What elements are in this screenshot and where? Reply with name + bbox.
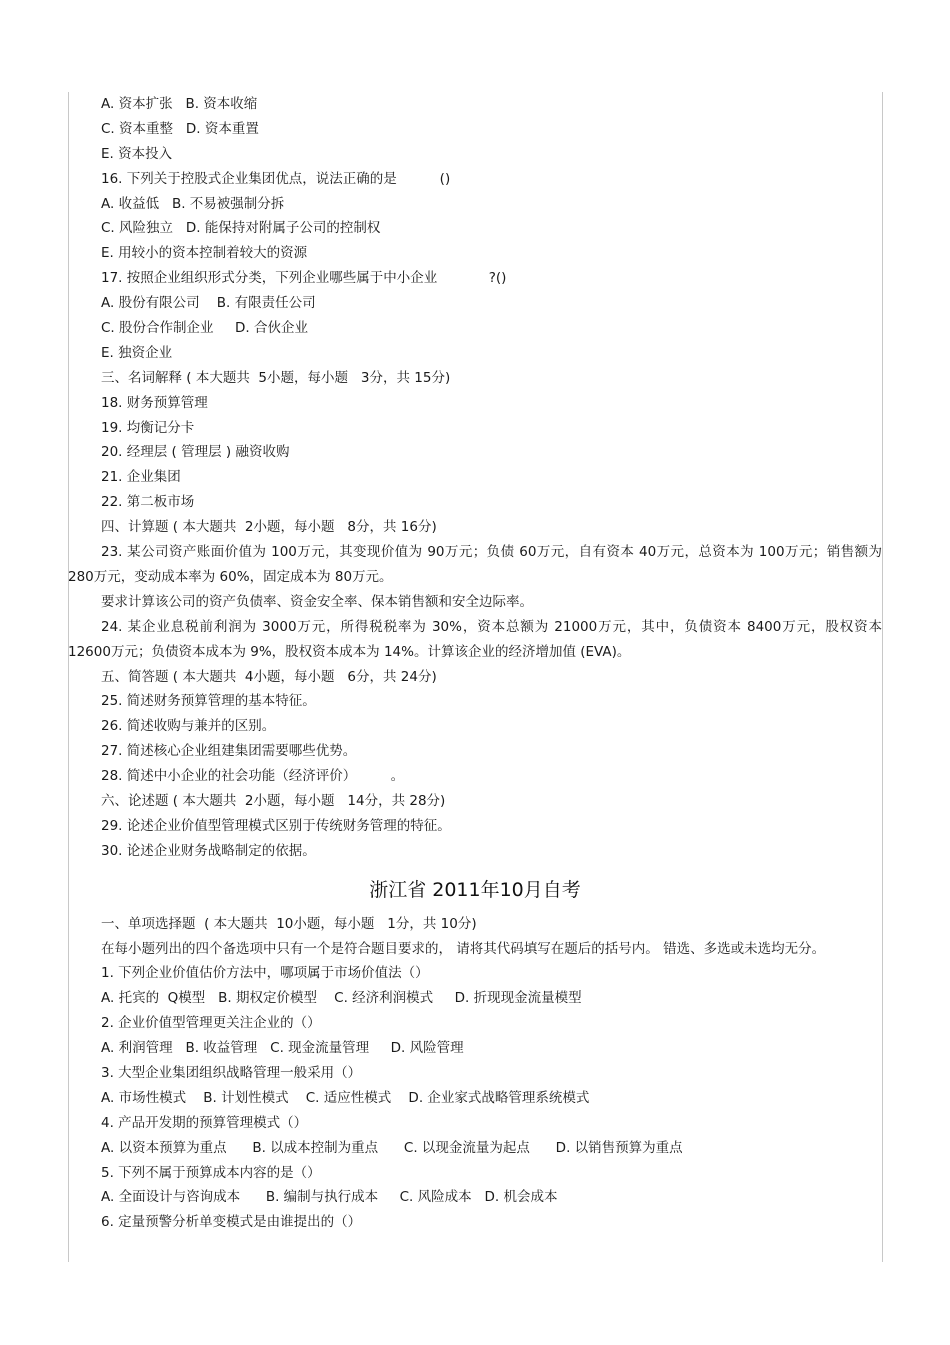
- options-3: A. 市场性模式 B. 计划性模式 C. 适应性模式 D. 企业家式战略管理系统模式: [101, 1089, 590, 1106]
- question-20: 20. 经理层 ( 管理层 ) 融资收购: [101, 444, 290, 461]
- text-line: C. 风险独立 D. 能保持对附属子公司的控制权: [101, 220, 381, 237]
- text-line: A. 收益低 B. 不易被强制分拆: [101, 195, 285, 212]
- right-margin-rule: [882, 92, 883, 1262]
- question-6: 6. 定量预警分析单变模式是由谁提出的（）: [101, 1214, 362, 1231]
- options-1: A. 托宾的 Q模型 B. 期权定价模型 C. 经济利润模式 D. 折现现金流量模型: [101, 990, 582, 1007]
- instruction-paragraph: 在每小题列出的四个备选项中只有一个是符合题目要求的， 请将其代码填写在题后的括号内。 错选、多选或未选均无分。: [101, 940, 826, 957]
- question-28: 28. 简述中小企业的社会功能（经济评价） 。: [101, 768, 405, 785]
- text-line: A. 股份有限公司 B. 有限责任公司: [101, 295, 316, 312]
- question-23: 23. 某公司资产账面价值为 100万元，其变现价值为 90万元；负债 60万元，自有资本 40万元，总资本为 100万元；销售额为 280万元，变动成本率为 60%，固定成本为 80万元。: [68, 544, 882, 585]
- options-2: A. 利润管理 B. 收益管理 C. 现金流量管理 D. 风险管理: [101, 1040, 464, 1057]
- question-2: 2. 企业价值型管理更关注企业的（）: [101, 1015, 321, 1032]
- text-line: C. 股份合作制企业 D. 合伙企业: [101, 320, 308, 337]
- question-19: 19. 均衡记分卡: [101, 419, 195, 436]
- options-4: A. 以资本预算为重点 B. 以成本控制为重点 C. 以现金流量为起点 D. 以销售预算为重点: [101, 1139, 683, 1156]
- question-21: 21. 企业集团: [101, 469, 181, 486]
- question-17: 17. 按照企业组织形式分类，下列企业哪些属于中小企业 ?(): [101, 270, 507, 287]
- question-30: 30. 论述企业财务战略制定的依据。: [101, 842, 316, 859]
- question-23-requirement: 要求计算该公司的资产负债率、资金安全率、保本销售额和安全边际率。: [101, 593, 533, 610]
- question-29: 29. 论述企业价值型管理模式区别于传统财务管理的特征。: [101, 817, 451, 834]
- question-26: 26. 简述收购与兼并的区别。: [101, 718, 276, 735]
- question-22: 22. 第二板市场: [101, 494, 195, 511]
- text-line: E. 独资企业: [101, 344, 173, 361]
- text-line: E. 用较小的资本控制着较大的资源: [101, 245, 308, 262]
- question-3: 3. 大型企业集团组织战略管理一般采用（）: [101, 1065, 362, 1082]
- question-25: 25. 简述财务预算管理的基本特征。: [101, 693, 316, 710]
- question-18: 18. 财务预算管理: [101, 394, 208, 411]
- question-16: 16. 下列关于控股式企业集团优点，说法正确的是 (): [101, 170, 451, 187]
- section-heading-5: 五、简答题 ( 本大题共 4小题，每小题 6分，共 24分): [101, 668, 437, 685]
- text-line: C. 资本重整 D. 资本重置: [101, 120, 259, 137]
- exam-title: 浙江省 2011年10月自考: [369, 878, 581, 901]
- question-5: 5. 下列不属于预算成本内容的是（）: [101, 1164, 321, 1181]
- section-heading-4: 四、计算题 ( 本大题共 2小题，每小题 8分，共 16分): [101, 519, 437, 536]
- document-body: [68, 92, 882, 1235]
- question-4: 4. 产品开发期的预算管理模式（）: [101, 1114, 308, 1131]
- question-27: 27. 简述核心企业组建集团需要哪些优势。: [101, 743, 357, 760]
- section-heading-6: 六、论述题 ( 本大题共 2小题，每小题 14分，共 28分): [101, 793, 446, 809]
- question-1: 1. 下列企业价值估价方法中，哪项属于市场价值法（）: [101, 965, 429, 982]
- section-heading-1: 一、单项选择题 ( 本大题共 10小题，每小题 1分，共 10分): [101, 915, 477, 932]
- text-line: A. 资本扩张 B. 资本收缩: [101, 96, 258, 112]
- section-heading-3: 三、名词解释 ( 本大题共 5小题，每小题 3分，共 15分): [101, 369, 451, 386]
- text-line: E. 资本投入: [101, 145, 173, 162]
- options-5: A. 全面设计与咨询成本 B. 编制与执行成本 C. 风险成本 D. 机会成本: [101, 1189, 558, 1206]
- question-24: 24. 某企业息税前利润为 3000万元，所得税税率为 30%，资本总额为 21000万元，其中，负债资本 8400万元，股权资本 12600万元；负债资本成本为 9%，股权资本成本为 14%。计算该企业的经济增加值 (EVA)。: [68, 618, 882, 660]
